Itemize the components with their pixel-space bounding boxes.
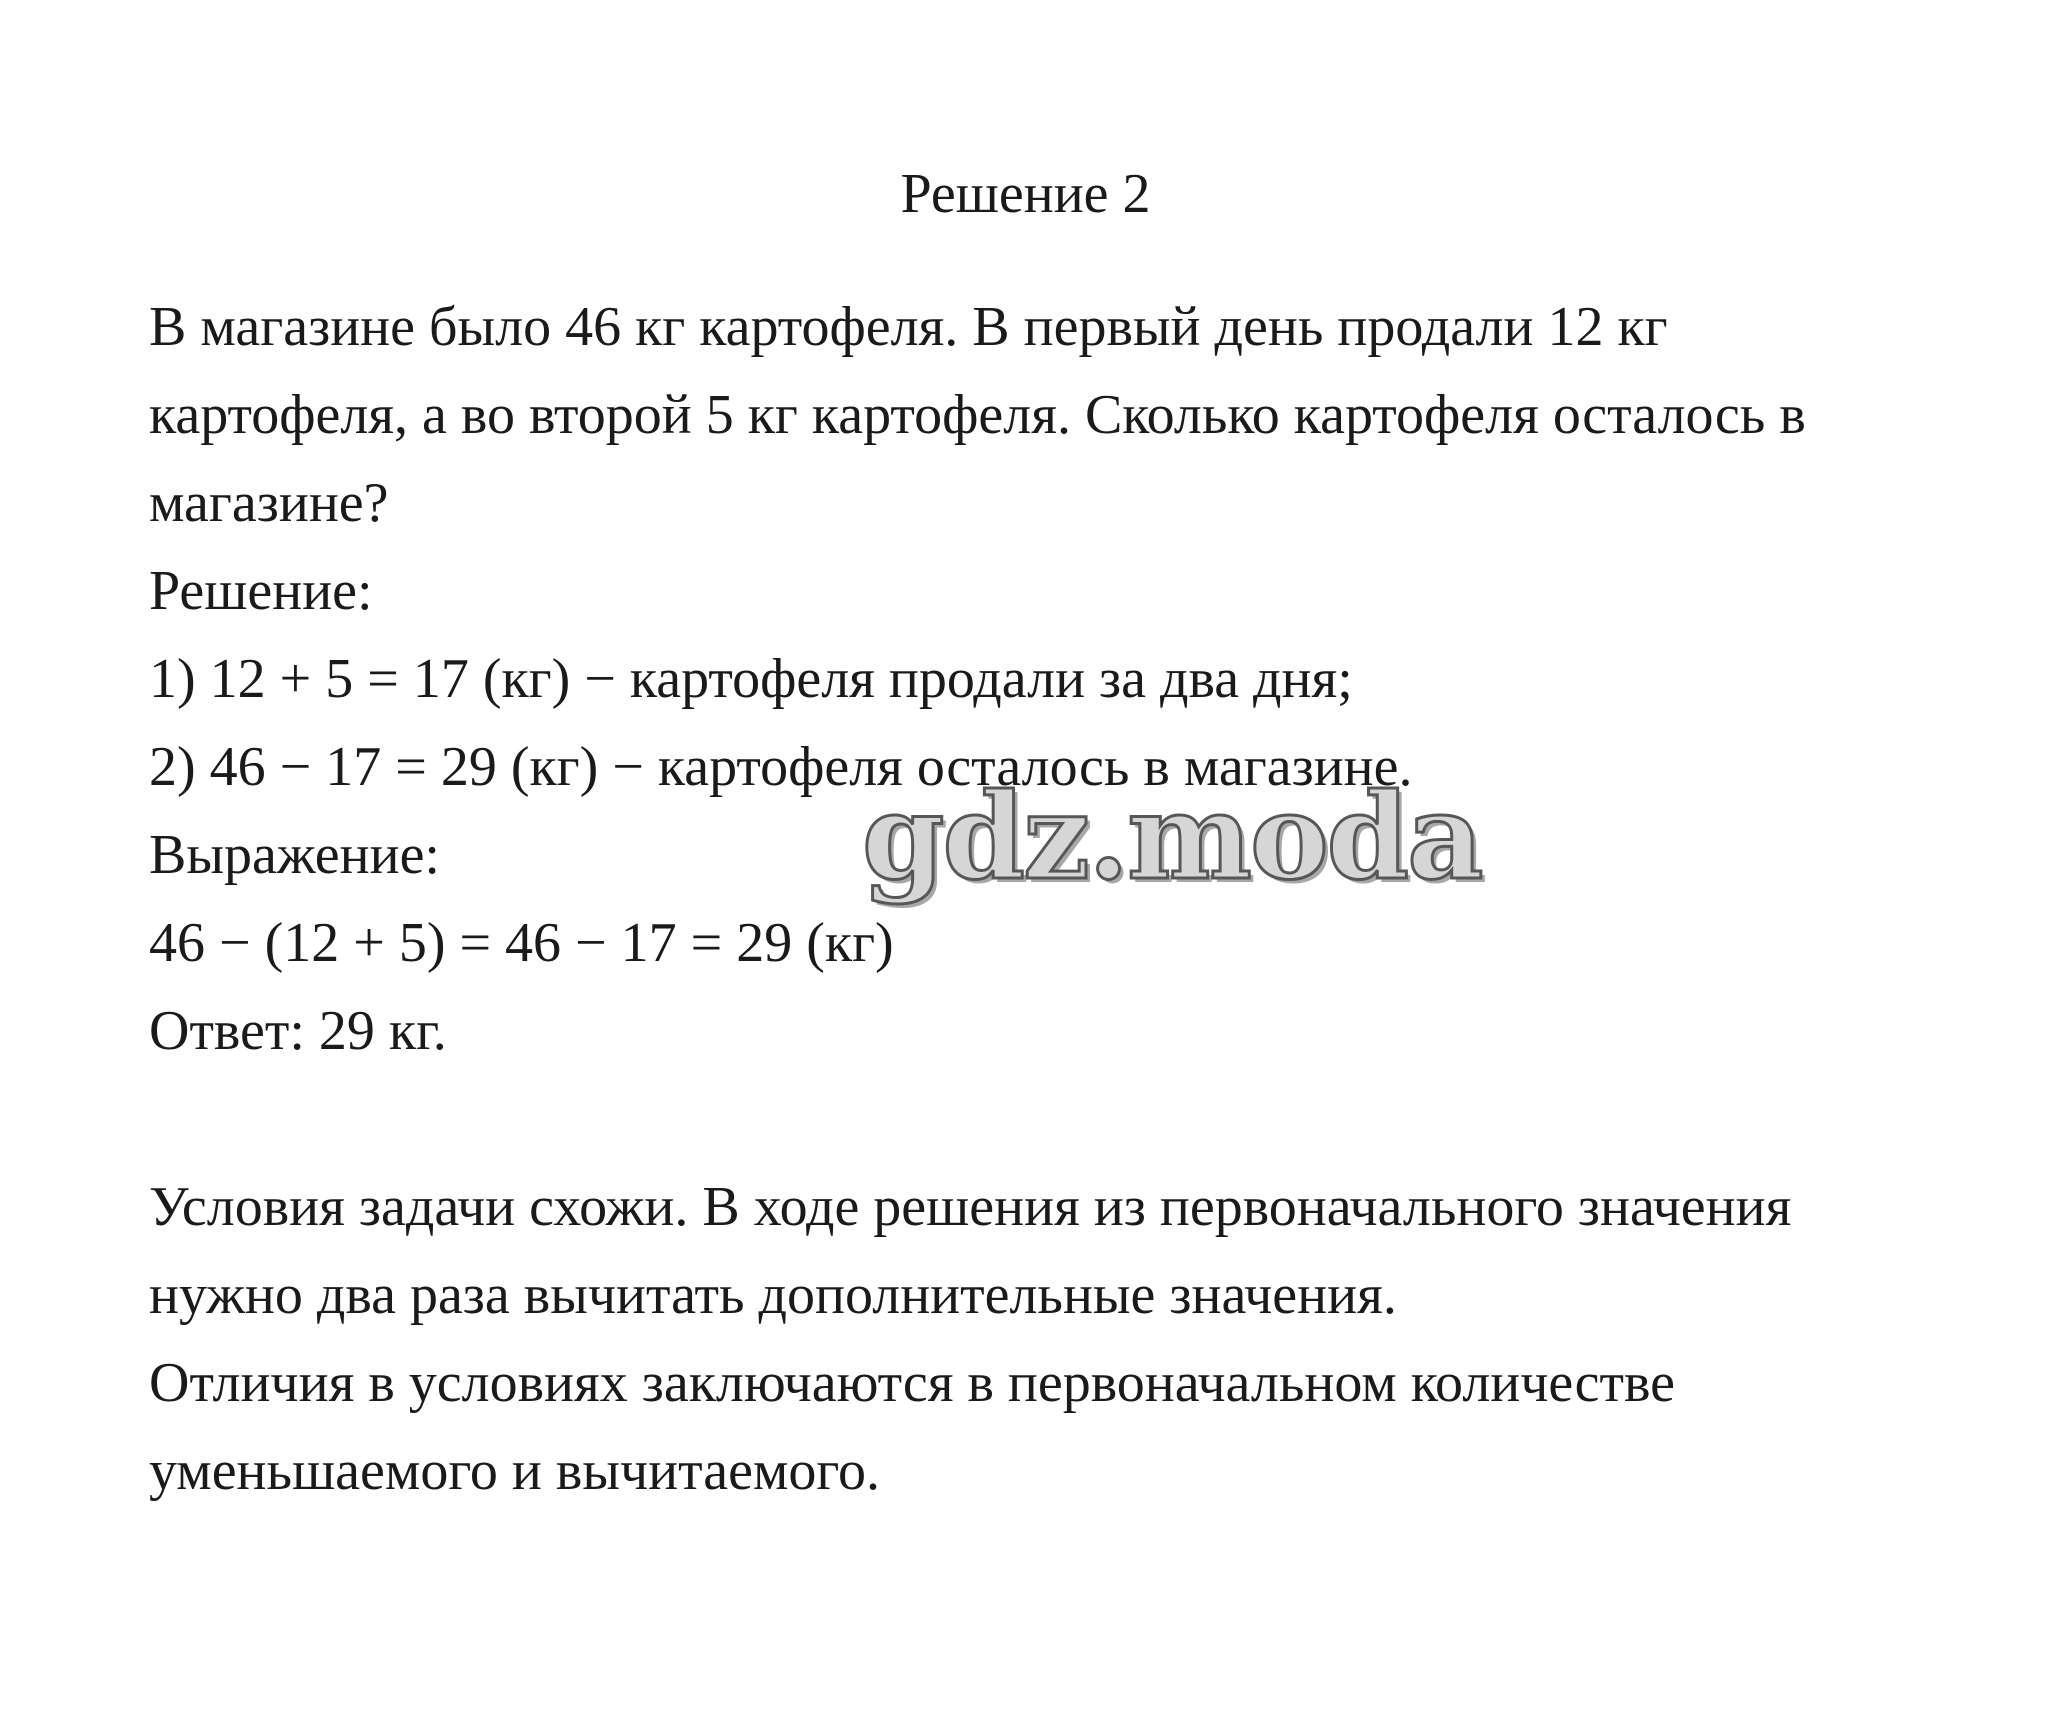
expression-label: Выражение: [149,824,440,886]
problem-line: В магазине было 46 кг картофеля. В первый день продали 12 кг [149,296,1668,358]
expression: 46 − (12 + 5) = 46 − 17 = 29 (кг) [149,912,894,974]
comparison-line: Условия задачи схожи. В ходе решения из первоначального значения [149,1176,1792,1238]
answer: Ответ: 29 кг. [149,1000,447,1062]
problem-line: магазине? [149,472,389,534]
comparison-line: Отличия в условиях заключаются в первоначальном количестве [149,1352,1675,1414]
page-title: Решение 2 [900,163,1151,225]
solution-step: 1) 12 + 5 = 17 (кг) − картофеля продали за два дня; [149,648,1353,710]
solution-step: 2) 46 − 17 = 29 (кг) − картофеля осталось в магазине. [149,736,1413,798]
document-body [149,283,1969,1515]
comparison-line: уменьшаемого и вычитаемого. [149,1440,880,1502]
solution-label: Решение: [149,560,373,622]
watermark-logo: gdz.moda [862,767,1482,906]
comparison-line: нужно два раза вычитать дополнительные значения. [149,1264,1397,1326]
paragraph-gap [149,1075,1969,1163]
problem-line: картофеля, а во второй 5 кг картофеля. Сколько картофеля осталось в [149,384,1806,446]
